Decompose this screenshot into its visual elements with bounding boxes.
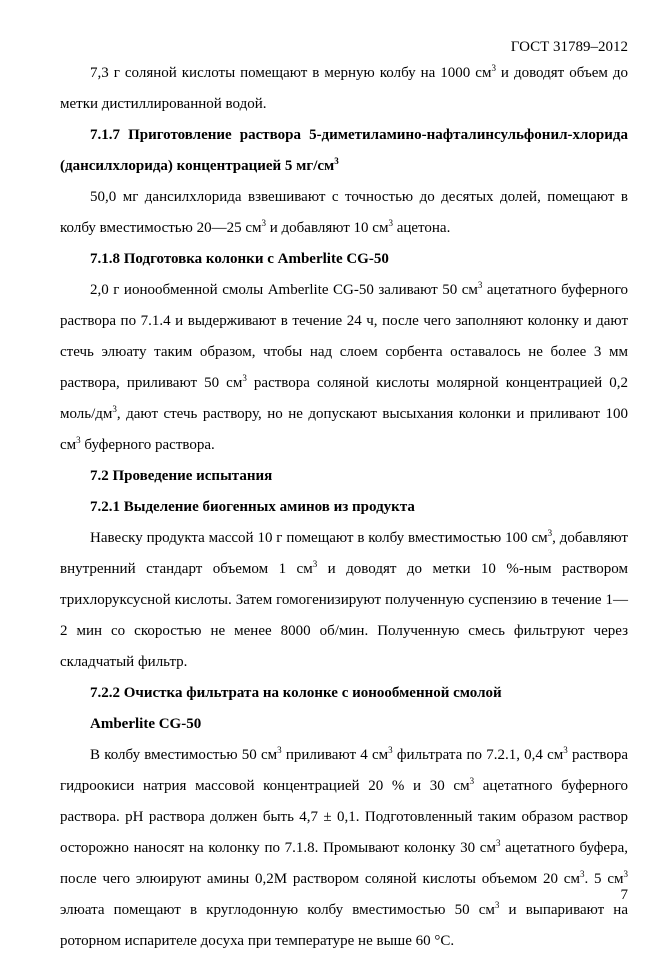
standard-designation: ГОСТ 31789–2012 xyxy=(510,39,628,55)
superscript: 3 xyxy=(579,869,585,879)
text-run: раствора соляной кислоты молярной концентрацией 0,2 моль/дм xyxy=(60,375,628,422)
document-body xyxy=(60,58,628,957)
text-run: ацетона. xyxy=(392,220,451,236)
paragraph-filtrate-cleanup xyxy=(60,740,628,957)
text-run: и доводят объем до метки дистиллированной водой. xyxy=(60,65,628,112)
text-run: и доводят до метки 10 %-ным раствором трихлоруксусной кислоты. Затем гомогенизируют полученную суспензию в течение 1—2 мин со скоростью не менее 8000 об/мин. Полученную смесь фильтруют через складчатый фильтр. xyxy=(60,561,628,670)
superscript: 3 xyxy=(277,745,282,755)
text-run: элюата помещают в круглодонную колбу вместимостью 50 см xyxy=(60,902,495,918)
text-run: В колбу вместимостью 50 см xyxy=(90,747,278,763)
text-run: ацетатного буферного раствора по 7.1.4 и выдерживают в течение 24 ч, после чего заполняют колонку и дают стечь элюату таким образом, чтобы над слоем сорбента оставалось не более 3 мм раствора, приливают 50 см xyxy=(60,282,628,391)
superscript: 3 xyxy=(312,559,318,569)
superscript: 3 xyxy=(388,218,393,228)
heading-7-2-1: 7.2.1 Выделение биогенных аминов из продукта xyxy=(90,499,415,515)
text-run: и выпаривают на роторном испарителе досуха при температуре не выше 60 °С. xyxy=(60,902,628,949)
superscript: 3 xyxy=(261,218,266,228)
heading-7-1-8: 7.1.8 Подготовка колонки с Amberlite CG-50 xyxy=(90,251,389,267)
superscript: 3 xyxy=(334,156,339,166)
text-run: 50,0 мг дансилхлорида взвешивают с точностью до десятых долей, помещают в колбу вместимостью 20—25 см xyxy=(60,189,628,236)
text-run: ацетатного буфера, после чего элюируют амины 0,2М раствором соляной кислоты объемом 20 см xyxy=(60,840,628,887)
text-run: . 5 см xyxy=(584,871,624,887)
paragraph-amine-extraction xyxy=(60,523,628,678)
superscript: 3 xyxy=(623,869,628,879)
superscript: 3 xyxy=(495,838,501,848)
text-run: ацетатного буферного раствора. рН раствора должен быть 4,7 ± 0,1. Подготовленный таким образом раствор осторожно наносят на колонку по 7.1.8. Промывают колонку 30 см xyxy=(60,778,628,856)
text-run: и добавляют 10 см xyxy=(266,220,389,236)
superscript: 3 xyxy=(469,776,475,786)
superscript: 3 xyxy=(563,745,568,755)
superscript: 3 xyxy=(76,435,81,445)
page-number: 7 xyxy=(620,887,628,903)
paragraph-dansyl-prep xyxy=(60,182,628,244)
superscript: 3 xyxy=(491,63,496,73)
superscript: 3 xyxy=(388,745,393,755)
text-run: 2,0 г ионообменной смолы Amberlite CG-50 заливают 50 см xyxy=(90,282,478,298)
text-run: Навеску продукта массой 10 г помещают в колбу вместимостью 100 см xyxy=(90,530,548,546)
heading-7-2: 7.2 Проведение испытания xyxy=(90,468,273,484)
text-run: , дают стечь раствору, но не допускают высыхания колонки и приливают 100 см xyxy=(60,406,628,453)
text-run: раствора гидроокиси натрия массовой концентрацией 20 % и 30 см xyxy=(60,747,629,794)
text-run: 7.1.7 Приготовление раствора 5-диметиламино-нафталинсульфонил-хлорида (дансилхлорида) концентрацией 5 мг/см xyxy=(60,127,628,174)
superscript: 3 xyxy=(494,900,500,910)
heading-7-2-2: 7.2.2 Очистка фильтрата на колонке с ионообменной смолой xyxy=(90,685,502,701)
superscript: 3 xyxy=(547,528,553,538)
paragraph-column-prep xyxy=(60,275,628,461)
paragraph-hcl-dilution xyxy=(60,58,628,120)
superscript: 3 xyxy=(112,404,117,414)
text-run: фильтрата по 7.2.1, 0,4 см xyxy=(392,747,564,763)
text-run: приливают 4 см xyxy=(281,747,389,763)
superscript: 3 xyxy=(242,373,247,383)
text-run: 7,3 г соляной кислоты помещают в мерную колбу на 1000 см xyxy=(90,65,492,81)
text-run: , добавляют внутренний стандарт объемом 1 см xyxy=(60,530,628,577)
superscript: 3 xyxy=(477,280,483,290)
text-run: буферного раствора. xyxy=(80,437,215,453)
heading-7-1-7 xyxy=(60,120,628,182)
heading-7-2-2-continued: Amberlite CG-50 xyxy=(90,716,202,732)
